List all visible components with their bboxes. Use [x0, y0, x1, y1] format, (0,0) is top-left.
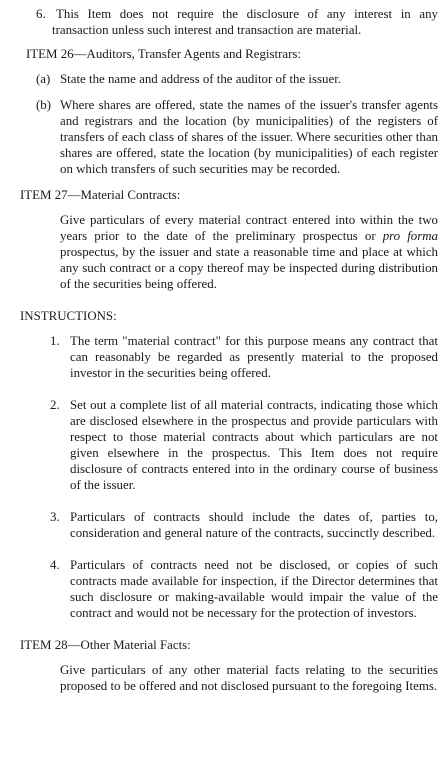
item-27-italic: pro forma: [382, 229, 439, 243]
item-26-b-text: Where shares are offered, state the names of the issuer's transfer agents and registrars and the location (by municipalities) of the registers of transfers of each class of shares of the issuer. Where securities other than shares are offered, state the location (by municipalities) of each register on which transfers of such securities may be recorded.: [60, 98, 438, 176]
item-26-heading: ITEM 26—Auditors, Transfer Agents and Registrars:: [26, 47, 301, 61]
instructions-heading: INSTRUCTIONS:: [20, 309, 117, 323]
instruction-2: [8, 397, 438, 493]
item-27-text-before: Give particulars of every material contract entered into within the two years prior to the date of the preliminary prospectus or: [60, 213, 438, 243]
item-28-paragraph: Give particulars of any other material facts relating to the securities proposed to be offered and not disclosed pursuant to the foregoing Items.: [60, 663, 438, 693]
item-26-b-label: (b): [36, 98, 52, 112]
item-6-text: This Item does not require the disclosure of any interest in any transaction unless such interest and transaction are material.: [52, 7, 438, 37]
item-28-heading: ITEM 28—Other Material Facts:: [20, 638, 191, 652]
item-26-a-paragraph: [8, 71, 438, 87]
item-27-paragraph: [8, 212, 438, 292]
instruction-3-number: 3.: [50, 510, 60, 524]
instruction-4-number: 4.: [50, 558, 60, 572]
item-27-heading: ITEM 27—Material Contracts:: [20, 188, 181, 202]
instruction-1: [8, 333, 438, 381]
item-26-b-paragraph: [8, 97, 438, 177]
instruction-2-text: Set out a complete list of all material contracts, indicating those which are disclosed elsewhere in the prospectus and provide particulars with respect to those material contracts about which particulars are not given elsewhere in the prospectus. This Item does not require disclosure of contracts entered into in the ordinary course of business of the issuer.: [70, 398, 438, 492]
item-6-number: 6.: [36, 7, 46, 21]
instruction-1-number: 1.: [50, 334, 60, 348]
item-27-text-after: prospectus, by the issuer and state a reasonable time and place at which any such contract or a copy thereof may be inspected during distribution of the securities being offered.: [60, 245, 438, 291]
instruction-4: [8, 557, 438, 621]
item-6-paragraph: [8, 6, 438, 38]
instruction-1-text: The term "material contract" for this purpose means any contract that can reasonably be regarded as presently material to the proposed investor in the securities being offered.: [70, 334, 438, 380]
item-26-a-label: (a): [36, 72, 51, 86]
instruction-2-number: 2.: [50, 398, 60, 412]
item-26-a-text: State the name and address of the auditor of the issuer.: [60, 72, 342, 86]
instruction-4-text: Particulars of contracts need not be disclosed, or copies of such contracts made available for inspection, if the Director determines that such disclosure or making-available would impair the value of the contract and would not be necessary for the protection of investors.: [70, 558, 438, 620]
instruction-3-text: Particulars of contracts should include the dates of, parties to, consideration and general nature of the contracts, succinctly described.: [70, 510, 438, 540]
instruction-3: [8, 509, 438, 541]
